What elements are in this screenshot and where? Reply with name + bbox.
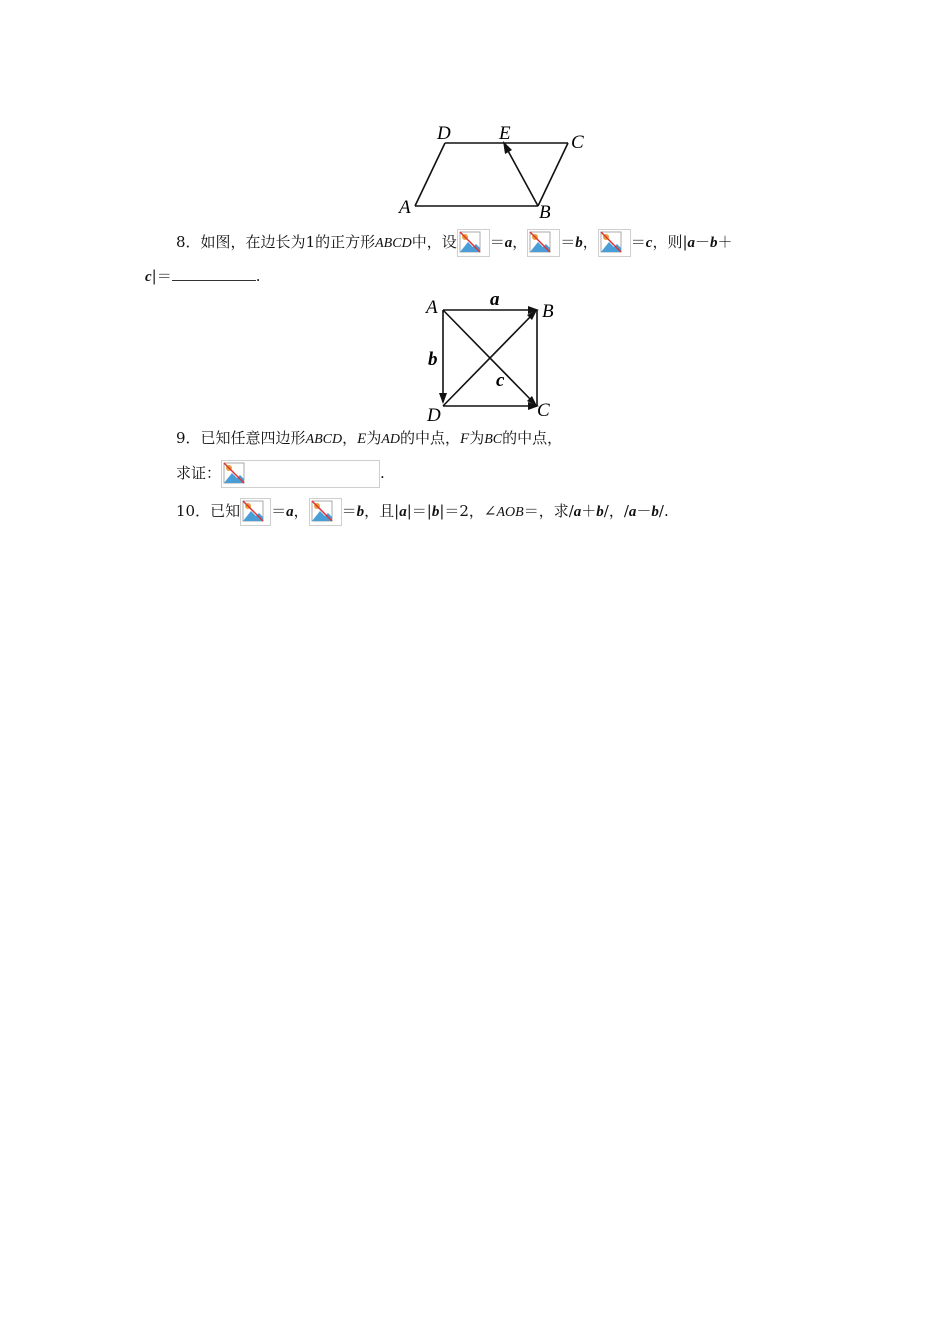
q10-number: 10． [176,502,211,520]
label-B2: B [542,301,554,322]
label-E: E [499,123,511,144]
parallelogram-figure [395,120,595,225]
label-A: A [399,197,411,218]
q9-line2: 求证： . [176,460,385,488]
q9-number: 9． [176,429,201,447]
proof-equation-image-icon [221,460,380,488]
vector-oa-image-icon [240,498,271,526]
label-C2: C [537,400,550,421]
vector-b-label: b [428,349,438,370]
vector-ac-image-icon [598,229,631,257]
label-B: B [539,202,551,223]
q9-line1: 9．已知任意四边形ABCD，E为AD的中点，F为BC的中点， [176,429,563,447]
vector-ab-image-icon [457,229,490,257]
label-A2: A [426,297,438,318]
square-figure [420,290,570,422]
vector-ob-image-icon [309,498,342,526]
q8-line1: 8．如图，在边长为1的正方形ABCD中，设 ＝a， ＝b， ＝c，则|a－b＋ [176,229,733,257]
label-C: C [571,132,584,153]
vector-ad-image-icon [527,229,560,257]
q8-number: 8． [176,233,201,251]
vector-c-label: c [496,370,505,391]
answer-blank[interactable] [172,266,256,281]
label-D: D [437,123,451,144]
q8-line2: c|＝ . [145,267,261,285]
vector-a-label: a [490,290,500,310]
q10-line: 10．已知 ＝a， ＝b，且|a|＝|b|＝2，∠AOB＝，求/a＋b/，/a－b/. [176,498,669,526]
label-D2: D [427,405,441,422]
